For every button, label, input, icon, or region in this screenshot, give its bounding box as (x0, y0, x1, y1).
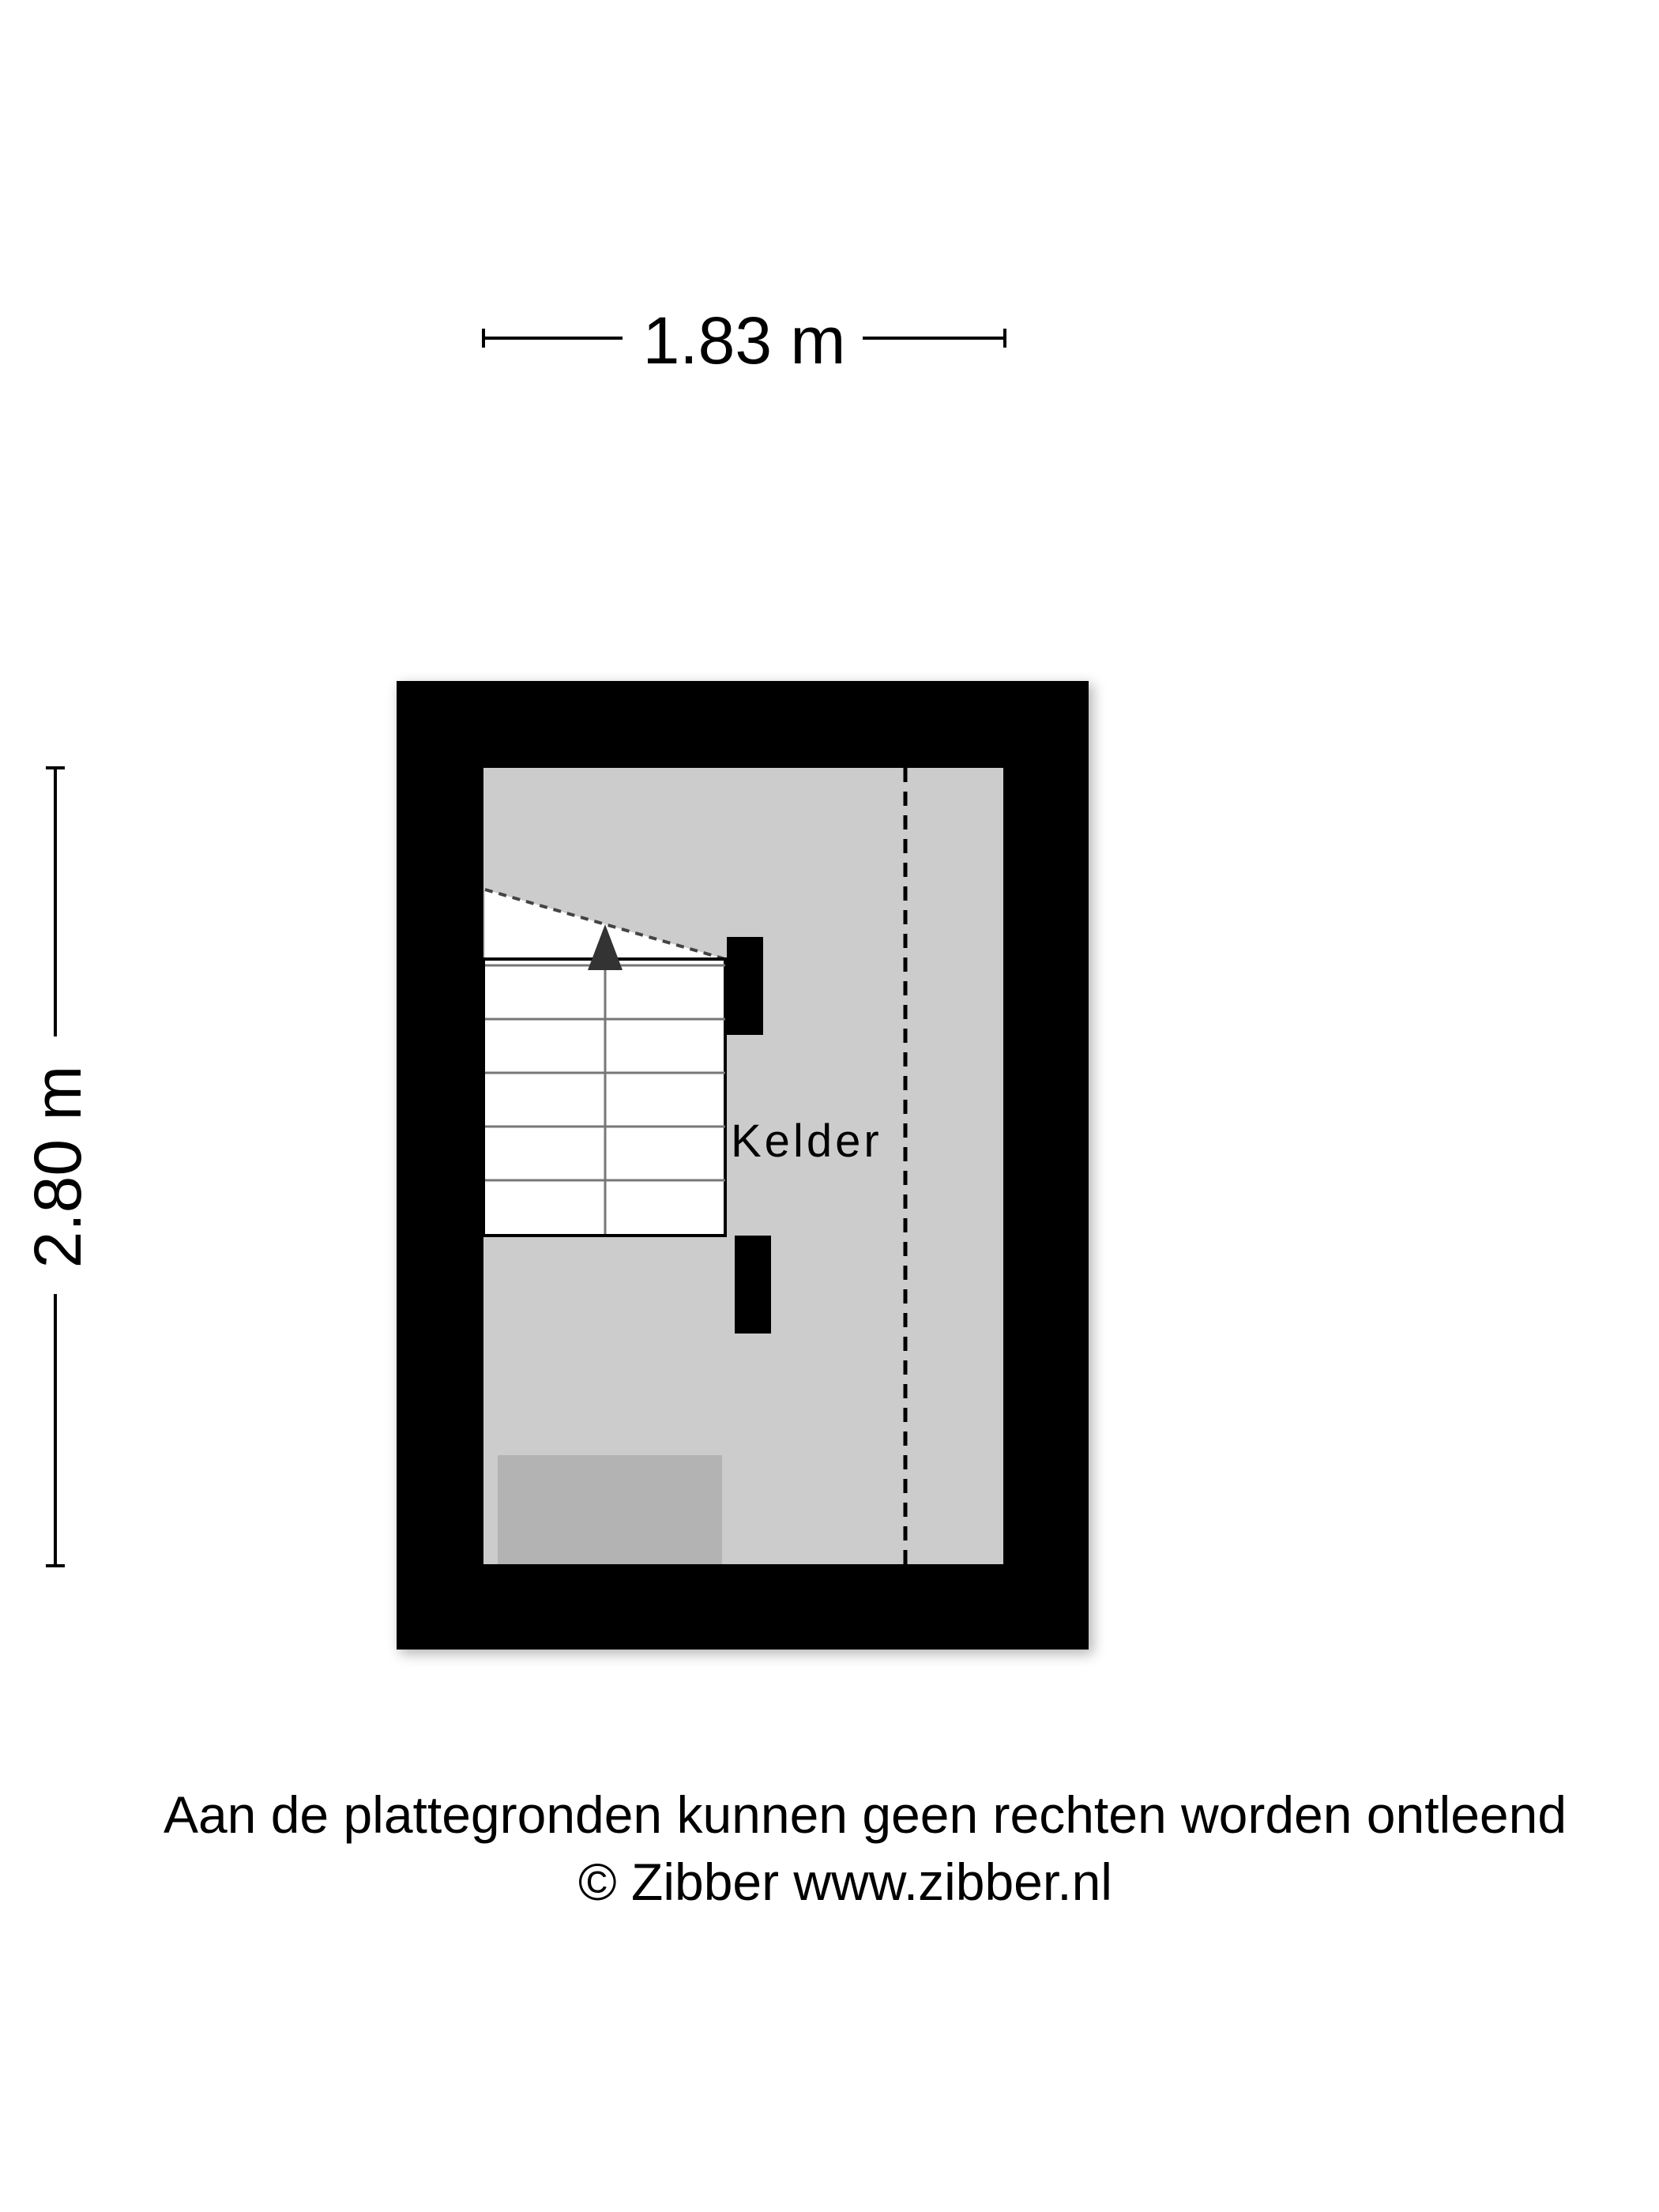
width-dimension (483, 303, 1005, 378)
height-dimension (21, 768, 95, 1566)
room-label-kelder: Kelder (731, 1115, 882, 1167)
width-dimension-label: 1.83 m (642, 303, 846, 378)
storage-cabinet (498, 1455, 722, 1564)
disclaimer-text: Aan de plattegronden kunnen geen rechten worden ontleend (163, 1785, 1567, 1844)
column-upper (727, 937, 763, 1035)
column-lower (735, 1236, 771, 1334)
copyright-text: © Zibber www.zibber.nl (578, 1853, 1112, 1911)
height-dimension-label: 2.80 m (21, 1065, 95, 1269)
